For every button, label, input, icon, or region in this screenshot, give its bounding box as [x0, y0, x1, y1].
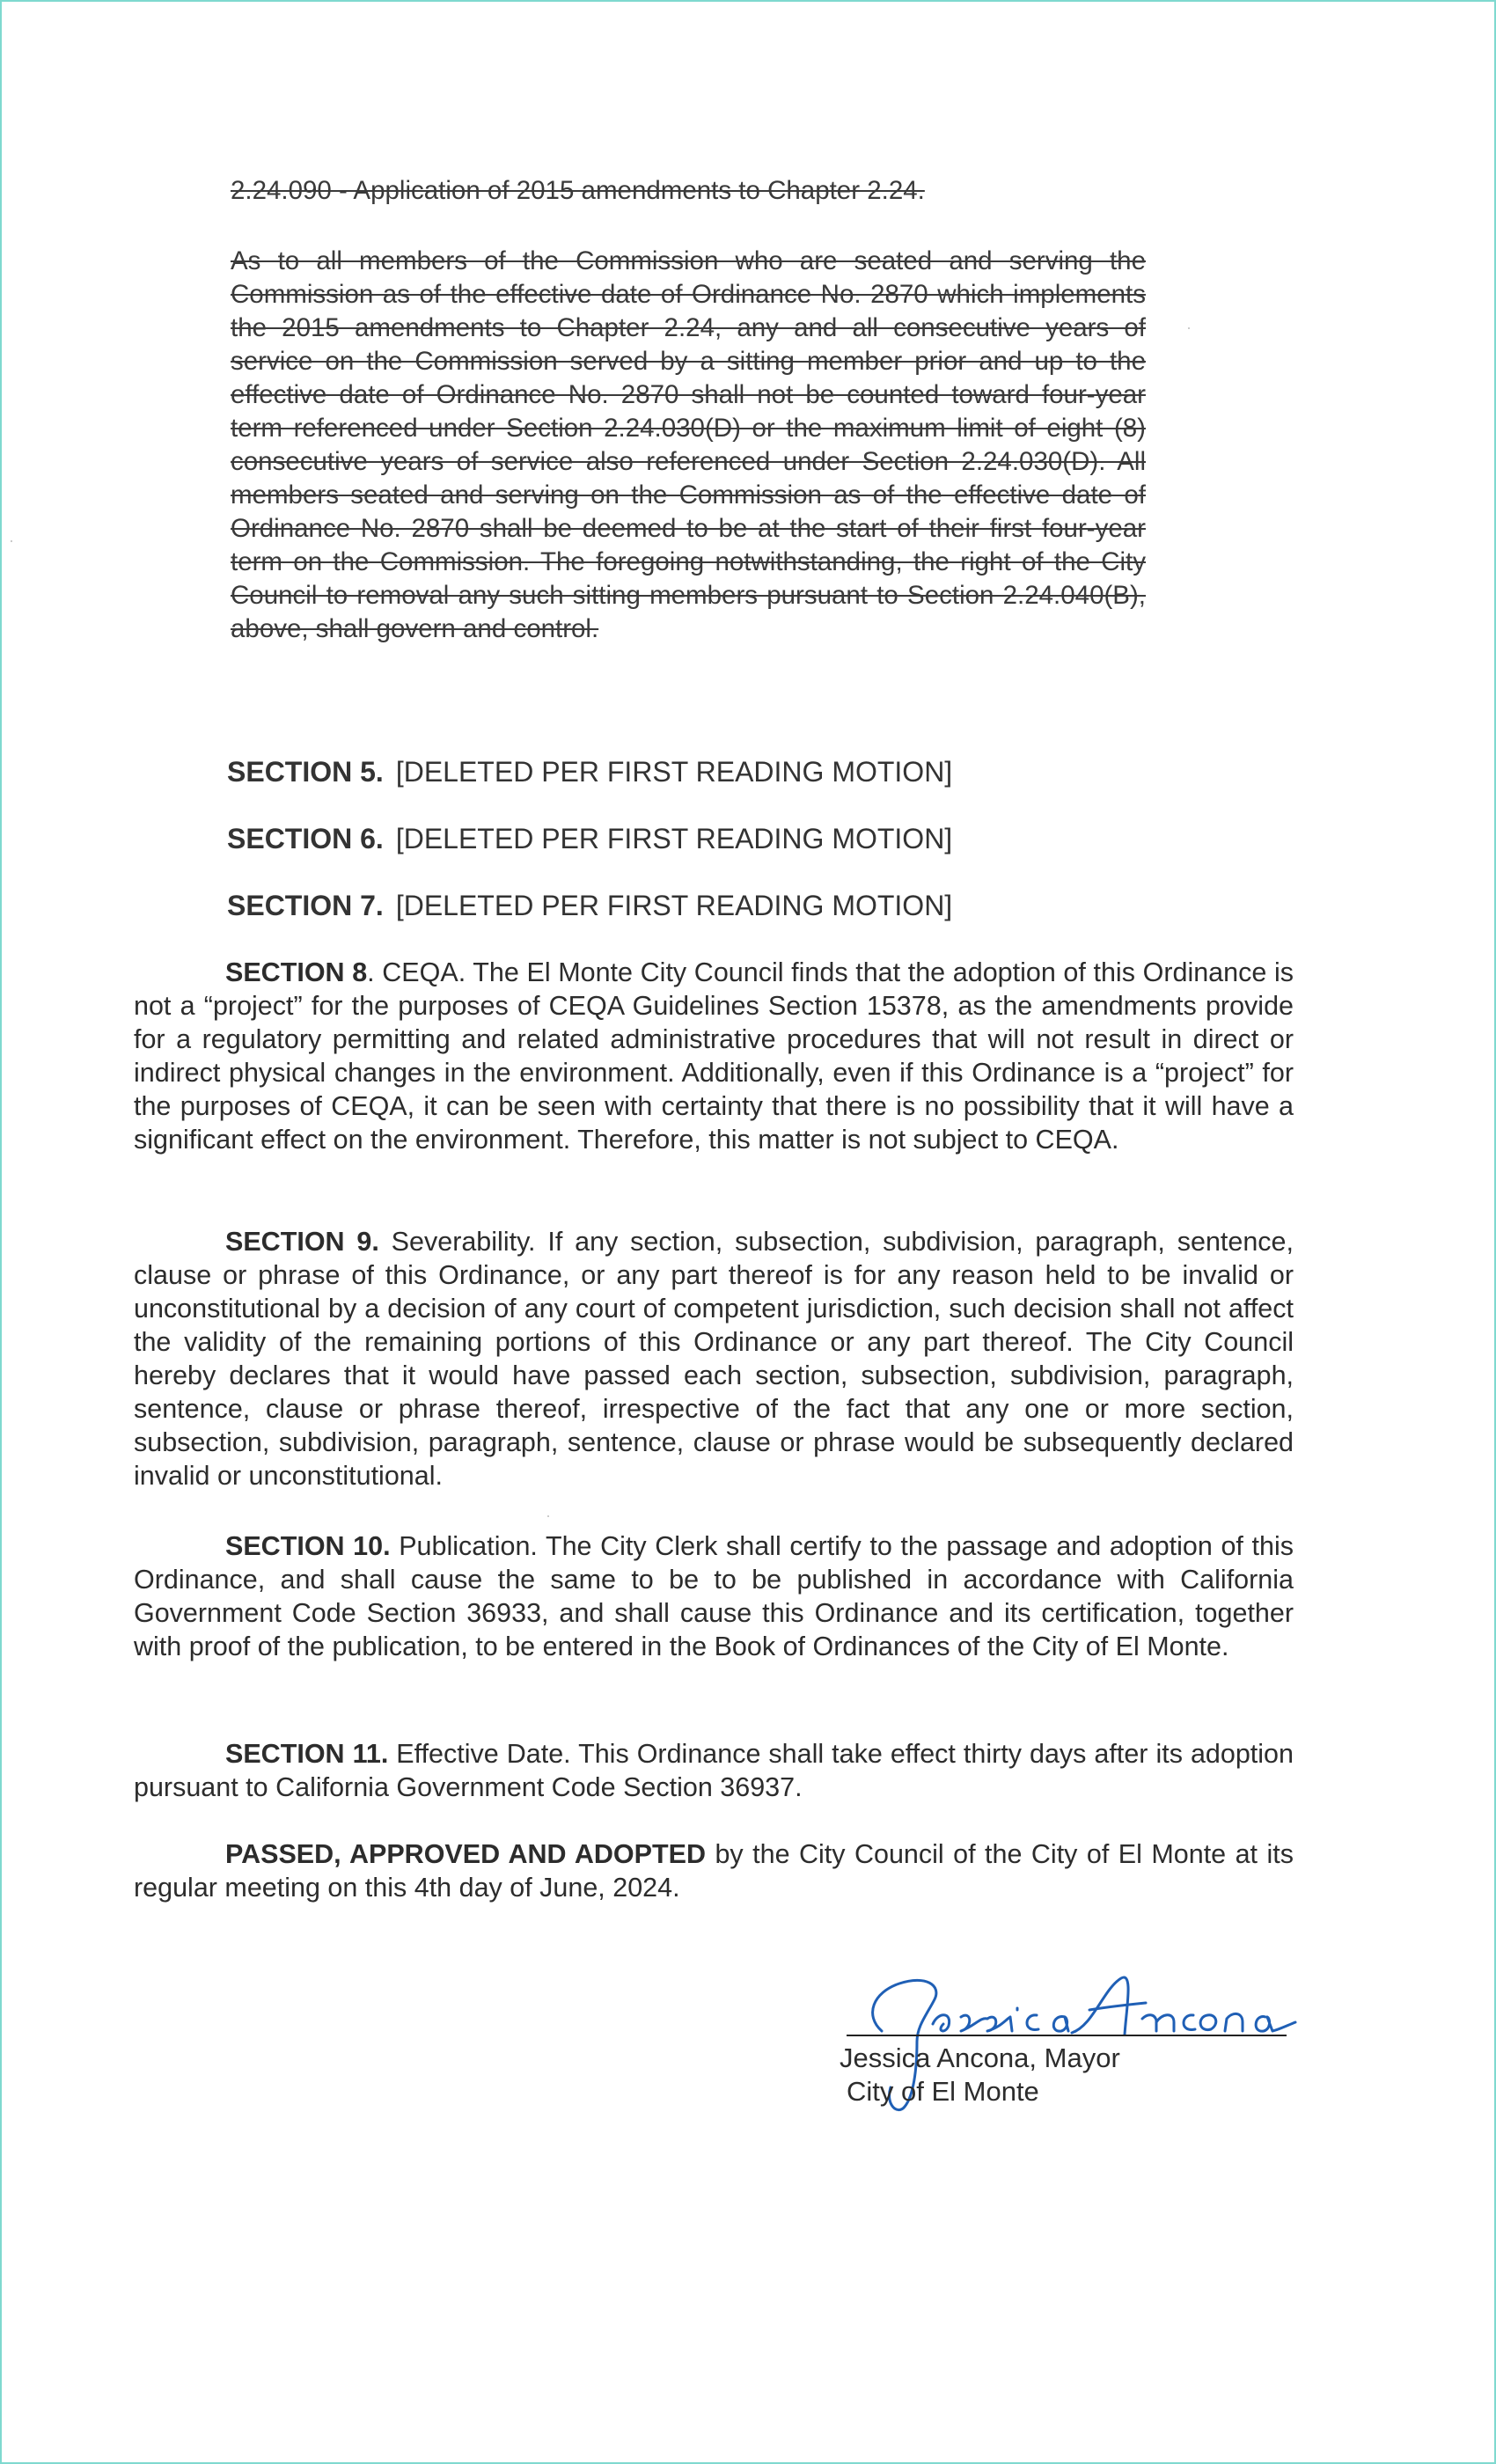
section-9-text: Severability. If any section, subsection, subdivision, paragraph, sentence, clause or phrase of this Ordinance, or any part thereof is for any reason held to be invalid or unconstitutional by a decision of any court of competent jurisdiction, such decision shall not affect the validity of the remaining portions of this Ordinance or any part thereof. The City Council hereby declares that it would have passed each section, subsection, subdivision, paragraph, sentence, clause or phrase thereof, irrespective of the fact that any one or more section, subsection, subdivision, paragraph, sentence, clause or phrase would be subsequently declared invalid or unconstitutional. [134, 1227, 1294, 1491]
section-7 [227, 888, 952, 923]
section-8-text: . CEQA. The El Monte City Council finds that the adoption of this Ordinance is not a “project” for the purposes of CEQA Guidelines Section 15378, as the amendments provide for a regulatory permitting and related administrative procedures that will not result in direct or indirect physical changes in the environment. Additionally, even if this Ordinance is a “project” for the purposes of CEQA, it can be seen with certainty that there is no possibility that it will have a significant effect on the environment. Therefore, this matter is not subject to CEQA. [134, 957, 1294, 1155]
section-6-text: [DELETED PER FIRST READING MOTION] [395, 823, 953, 854]
signature-block [829, 1947, 1304, 2123]
section-6-label: SECTION 6. [227, 823, 384, 854]
adoption-text: by the City Council of the City of El Monte at its regular meeting on this 4th day of June, 2024. [134, 1839, 1294, 1903]
section-11-text: Effective Date. This Ordinance shall take effect thirty days after its adoption pursuant to California Government Code Section 36937. [134, 1739, 1294, 1802]
signer-city: City of El Monte [847, 2076, 1039, 2107]
scan-speck [11, 540, 12, 542]
section-10-label: SECTION 10. [225, 1531, 391, 1561]
section-7-text: [DELETED PER FIRST READING MOTION] [395, 890, 953, 921]
scan-speck [1188, 327, 1190, 329]
section-8-label: SECTION 8 [225, 957, 368, 987]
signature-line [847, 2035, 1287, 2036]
section-5 [227, 754, 952, 789]
section-5-label: SECTION 5. [227, 756, 384, 788]
section-8-paragraph [134, 956, 1294, 1156]
section-9-label: SECTION 9. [225, 1227, 379, 1257]
section-5-text: [DELETED PER FIRST READING MOTION] [395, 756, 953, 788]
scan-speck [547, 1515, 549, 1517]
section-7-label: SECTION 7. [227, 890, 384, 921]
struck-section-heading: 2.24.090 - Application of 2015 amendments to Chapter 2.24. [231, 176, 925, 205]
struck-section-paragraph: As to all members of the Commission who are seated and serving the Commission as of the effective date of Ordinance No. 2870 which implements the 2015 amendments to Chapter 2.24, any and all consecutive years of service on the Commission served by a sitting member prior and up to the effective date of Ordinance No. 2870 shall not be counted toward four-year term referenced under Section 2.24.030(D) or the maximum limit of eight (8) consecutive years of service also referenced under Section 2.24.030(D). All members seated and serving on the Commission as of the effective date of Ordinance No. 2870 shall be deemed to be at the start of their first four-year term on the Commission. The foregoing notwithstanding, the right of the City Council to removal any such sitting members pursuant to Section 2.24.040(B), above, shall govern and control. [231, 246, 1146, 643]
section-6 [227, 821, 952, 856]
signer-name-title: Jessica Ancona, Mayor [840, 2042, 1120, 2073]
section-9-paragraph [134, 1225, 1294, 1492]
section-11-label: SECTION 11. [225, 1739, 389, 1769]
section-10-paragraph [134, 1529, 1294, 1663]
adoption-paragraph [134, 1837, 1294, 1904]
section-10-text: Publication. The City Clerk shall certify to the passage and adoption of this Ordinance, and shall cause the same to be to be published in accordance with California Government Code Section 36933, and shall cause this Ordinance and its certification, together with proof of the publication, to be entered in the Book of Ordinances of the City of El Monte. [134, 1531, 1294, 1661]
section-11-paragraph [134, 1737, 1294, 1804]
adoption-label: PASSED, APPROVED AND ADOPTED [225, 1839, 706, 1869]
